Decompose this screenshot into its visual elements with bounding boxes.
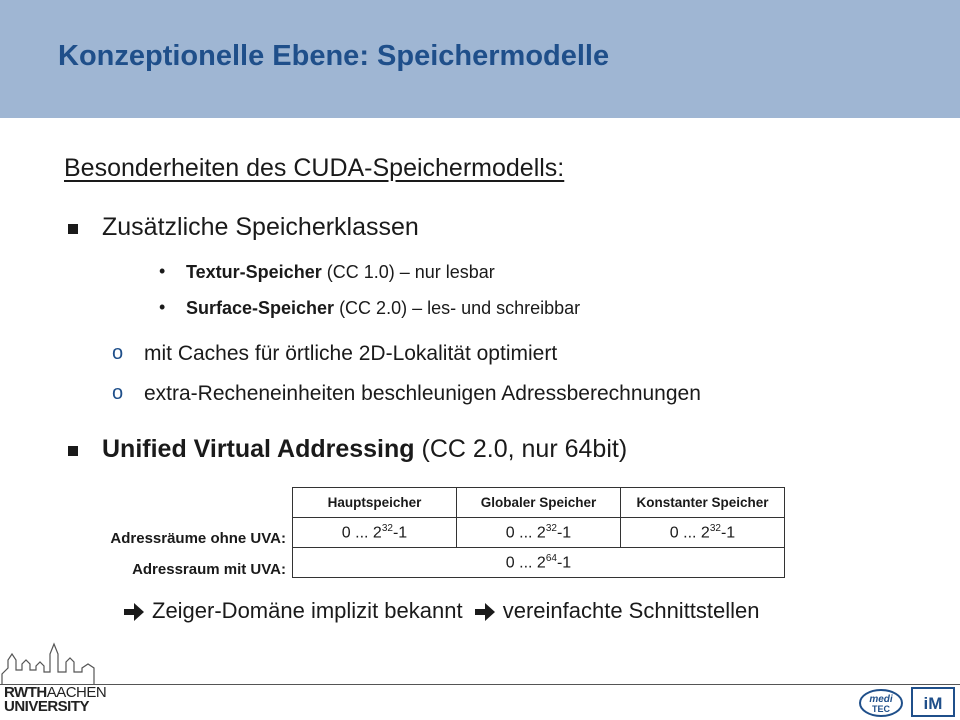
cell-konstant-range: 0 ... $2^{32}-1$ xyxy=(621,518,785,548)
bullet-speicherklassen: Zusätzliche Speicherklassen xyxy=(102,213,419,241)
circle-bullet-icon: o xyxy=(112,342,124,364)
bullet-dot-icon: • xyxy=(159,297,166,317)
slide-title: Konzeptionelle Ebene: Speichermodelle xyxy=(58,40,610,72)
svg-text:medi: medi xyxy=(869,694,893,705)
row-label-mit-uva: Adressraum mit UVA: xyxy=(132,561,286,578)
footer-divider xyxy=(0,684,960,685)
header-konstanter-speicher: Konstanter Speicher xyxy=(621,488,785,518)
o-item-recheneinheiten: o extra-Recheneinheiten beschleunigen Adressberechnungen xyxy=(112,382,701,405)
row-label-ohne-uva: Adressräume ohne UVA: xyxy=(110,530,286,547)
right-arrow-icon xyxy=(475,603,495,621)
institute-logo xyxy=(910,686,956,718)
cell-hauptspeicher-range: 0 ... $2^{32}-1$ xyxy=(293,518,457,548)
header-globaler-speicher: Globaler Speicher xyxy=(457,488,621,518)
o-item-caches: o mit Caches für örtliche 2D-Lokalität optimiert xyxy=(112,342,558,365)
square-bullet-icon xyxy=(68,446,78,456)
bullet-dot-icon: • xyxy=(159,261,166,281)
sub-item-surface: • Surface-Speicher (CC 2.0) – les- und schreibbar xyxy=(159,297,581,318)
cell-uva-range: 0 ... $2^{64}-1$ xyxy=(293,548,785,578)
sub-item-textur: • Textur-Speicher (CC 1.0) – nur lesbar xyxy=(159,261,495,282)
meditec-logo xyxy=(858,688,904,718)
conclusion-line: Zeiger-Domäne implizit bekannt vereinfachte Schnittstellen xyxy=(124,598,760,624)
rwth-logo: RWTHAACHEN UNIVERSITY xyxy=(4,684,107,715)
header-hauptspeicher: Hauptspeicher xyxy=(293,488,457,518)
svg-text:iM: iM xyxy=(923,694,943,713)
right-arrow-icon xyxy=(124,603,144,621)
svg-text:TEC: TEC xyxy=(872,704,890,714)
bullet-uva: Unified Virtual Addressing (CC 2.0, nur 64bit) xyxy=(102,435,628,463)
section-heading: Besonderheiten des CUDA-Speichermodells: xyxy=(64,154,565,182)
cell-global-range: 0 ... $2^{32}-1$ xyxy=(457,518,621,548)
square-bullet-icon xyxy=(68,224,78,234)
aachen-skyline-icon xyxy=(0,640,110,686)
title-banner xyxy=(0,0,960,118)
circle-bullet-icon: o xyxy=(112,382,124,404)
address-space-table xyxy=(292,487,785,578)
